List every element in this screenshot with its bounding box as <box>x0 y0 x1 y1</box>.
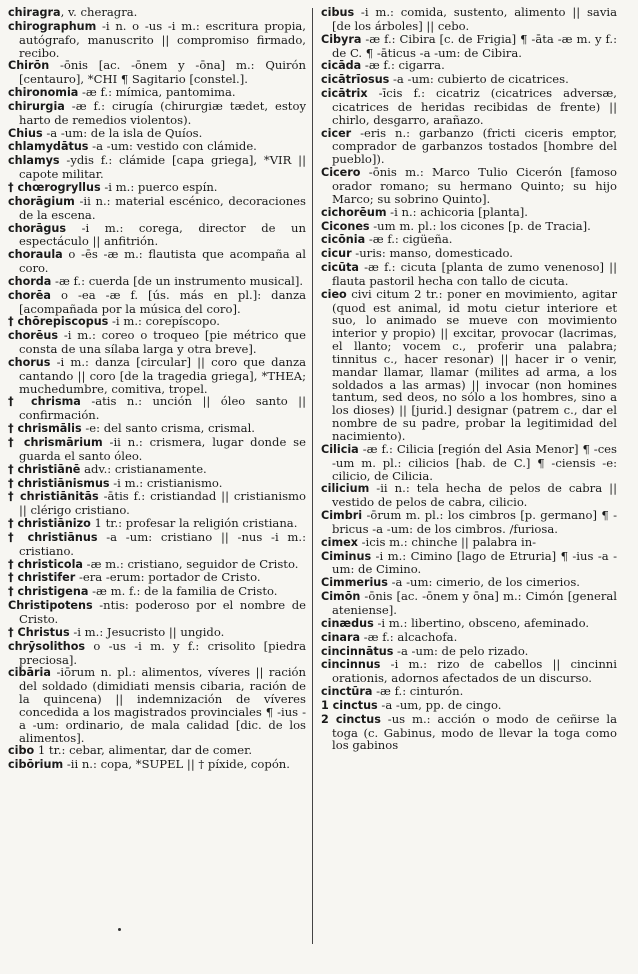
entry-definition: -uris: manso, domesticado. <box>351 246 513 261</box>
dictionary-entry <box>321 233 617 247</box>
dictionary-entry <box>8 248 306 275</box>
dictionary-entry <box>8 222 306 249</box>
entry-definition: -īcis f.: cicatriz (cicatrices adversæ, cicatrices de heridas recibidas de frente) || chirlo, desgarro, arañazo. <box>332 86 617 127</box>
dictionary-entry <box>321 645 617 659</box>
dictionary-entry <box>321 166 617 206</box>
dictionary-entry <box>8 599 306 626</box>
entry-definition: -i m.: Cimino [lago de Etruria] ¶ -ius -a -um: de Cimino. <box>332 548 617 577</box>
entry-definition: -æ f.: cinturón. <box>372 684 464 699</box>
entry-headword: † chrismālis <box>8 422 82 436</box>
entry-headword: Cibyra <box>321 32 362 46</box>
entry-definition: -æ m.: cristiano, seguidor de Cristo. <box>82 556 299 571</box>
entry-headword: cicātrīosus <box>321 73 390 87</box>
entry-definition: -i n.: achicoria [planta]. <box>386 204 528 219</box>
entry-headword: Cimōn <box>321 590 361 604</box>
entry-headword: chorāgus <box>8 221 66 235</box>
dictionary-entry <box>8 517 306 531</box>
entry-definition: -i m.: libertino, obsceno, afeminado. <box>373 615 590 630</box>
dictionary-entry <box>321 261 617 288</box>
ink-speck <box>118 928 121 931</box>
dictionary-entry <box>321 713 617 753</box>
entry-headword: 1 cinctus <box>321 698 378 712</box>
entry-definition: -i m.: comida, sustento, alimento || savia [de los árboles] || cebo. <box>332 5 617 33</box>
dictionary-entry <box>321 73 617 87</box>
entry-headword: chlamys <box>8 154 60 168</box>
entry-definition: -e: del santo crisma, crismal. <box>81 421 255 436</box>
dictionary-entry <box>321 536 617 550</box>
entry-headword: cinara <box>321 630 361 644</box>
entry-headword: chorēus <box>8 329 59 343</box>
entry-definition: civi citum 2 tr.: poner en movimiento, agitar (quod est animal, id motu cietur interiore et suo, lo animado se mueve con movimiento interior y propio) || excitar, provocar (lacrimas, el llanto; vocem c., proferir una palabra; tinnitus c., hacer resonar) || hacer ir o venir, mandar llamar, llamar (milites ad arma, a los soldados a las armas) || invocar (non homines tantum, sed deos, no sólo a los hombres, sino a los dioses) || [jurid.] designar (patrem c., dar el nombre de su padre, probar la legitimidad del nacimiento). <box>332 286 617 443</box>
dictionary-entry <box>8 329 306 356</box>
dictionary-entry <box>321 33 617 60</box>
dictionary-entry <box>321 127 617 167</box>
dictionary-entry <box>321 685 617 699</box>
dictionary-entry <box>321 550 617 577</box>
entry-definition: -a -um: cristiano || -nus -i m.: cristiano. <box>19 529 306 558</box>
entry-definition: -a -um: de la isla de Quíos. <box>42 125 203 140</box>
dictionary-entry <box>8 140 306 154</box>
entry-headword: Christipotens <box>8 599 93 613</box>
entry-definition: -iōrum n. pl.: alimentos, víveres || ración del soldado (dimidiati mensis cibaria, ración de la quincena) || indemnización de víveres concedida a los magistrados provinciales ¶ -ius -a -um: ordinario, de mala calidad [dic. de los alimentos]. <box>19 665 306 745</box>
dictionary-entry <box>8 626 306 640</box>
dictionary-entry <box>8 744 306 758</box>
dictionary-entry <box>8 531 306 558</box>
entry-headword: † christifer <box>8 571 76 585</box>
entry-headword: chlamydātus <box>8 140 89 154</box>
dictionary-entry <box>8 585 306 599</box>
entry-headword: chirographum <box>8 19 97 33</box>
entry-headword: 2 cinctus <box>321 712 381 726</box>
entry-headword: cicāda <box>321 59 362 73</box>
entry-headword: chorēa <box>8 288 51 302</box>
entry-definition: -ntis: poderoso por el nombre de Cristo. <box>19 598 306 626</box>
entry-definition: -um m. pl.: los cicones [p. de Tracia]. <box>369 218 591 233</box>
entry-definition: o -ea -æ f. [ús. más en pl.]: danza [acompañada por la música del coro]. <box>19 287 306 316</box>
entry-headword: chirurgia <box>8 99 65 113</box>
dictionary-entry <box>8 289 306 316</box>
entry-headword: † Christus <box>8 625 70 639</box>
entry-headword: cincinnātus <box>321 644 394 658</box>
entry-headword: cicur <box>321 247 352 261</box>
entry-definition: -æ f.: Cibira [c. de Frigia] ¶ -āta -æ m. y f.: de C. ¶ -āticus -a -um: de Cibira. <box>332 31 617 60</box>
entry-headword: † christiānus <box>8 530 98 544</box>
entry-definition: -æ f.: cirugía (chirurgiæ tædet, estoy harto de remedios violentos). <box>19 98 306 127</box>
entry-definition: 1 tr.: profesar la religión cristiana. <box>90 516 298 531</box>
entry-headword: cilicium <box>321 482 370 496</box>
entry-headword: cimex <box>321 535 358 549</box>
entry-headword: chironomia <box>8 86 79 100</box>
dictionary-entry <box>8 436 306 463</box>
entry-headword: cibāria <box>8 666 51 680</box>
dictionary-entry <box>8 571 306 585</box>
dictionary-entry <box>321 288 617 443</box>
entry-headword: † christiānizo <box>8 517 91 531</box>
entry-headword: Cilicia <box>321 442 359 456</box>
entry-headword: cincinnus <box>321 658 381 672</box>
entry-definition: -eris n.: garbanzo (fricti ciceris emptor, comprador de garbanzos tostados [hombre del pueblo]). <box>332 125 617 167</box>
dictionary-entry <box>8 463 306 477</box>
dictionary-entry <box>321 631 617 645</box>
entry-headword: Ciminus <box>321 549 372 563</box>
entry-headword: Chius <box>8 126 43 140</box>
dictionary-entry <box>8 127 306 141</box>
dictionary-entry <box>8 758 306 772</box>
entry-headword: cibo <box>8 744 35 758</box>
entry-definition: -icis m.: chinche || palabra in- <box>357 534 537 549</box>
entry-headword: † chrismārium <box>8 436 103 449</box>
entry-definition: -i m.: cristianismo. <box>109 475 223 490</box>
entry-headword: † chœrogryllus <box>8 180 101 194</box>
right-column <box>313 6 617 974</box>
dictionary-entry <box>321 699 617 713</box>
dictionary-entry <box>321 206 617 220</box>
dictionary-entry <box>8 395 306 422</box>
entry-definition: -æ f.: Cilicia [región del Asia Menor] ¶ -ces -um m. pl.: cilicios [hab. de C.] ¶ -ciensis -e: cilicio, de Cilicia. <box>332 441 617 483</box>
entry-definition: o -us -i m. y f.: crisolito [piedra preciosa]. <box>19 638 306 667</box>
entry-definition: -æ f.: cigüeña. <box>365 232 453 247</box>
entry-headword: † chōrepiscopus <box>8 315 109 329</box>
dictionary-entry <box>321 220 617 234</box>
entry-definition: -a -um: cubierto de cicatrices. <box>389 72 569 87</box>
entry-definition: -i n. o -us -i m.: escritura propia, autógrafo, manuscrito || compromiso firmado, recibo. <box>19 18 306 60</box>
entry-headword: cibus <box>321 6 355 19</box>
dictionary-entry <box>8 558 306 572</box>
entry-definition: -era -erum: portador de Cristo. <box>75 570 261 585</box>
entry-definition: -ōnis [ac. -ōnem y -ōna] m.: Quirón [centauro], *CHI ¶ Sagitario [constel.]. <box>19 58 306 87</box>
dictionary-entry <box>8 86 306 100</box>
dictionary-entry <box>8 100 306 127</box>
dictionary-entry <box>321 590 617 617</box>
entry-headword: † christiānē <box>8 462 81 476</box>
entry-definition: -ii n.: material escénico, decoraciones de la escena. <box>19 193 306 222</box>
entry-definition: -ātis f.: cristiandad || cristianismo || clérigo cristiano. <box>19 489 306 518</box>
entry-headword: cicōnia <box>321 233 366 247</box>
left-column <box>8 6 312 974</box>
dictionary-entry <box>321 443 617 483</box>
entry-headword: cibōrium <box>8 758 64 772</box>
entry-definition: -ōrum m. pl.: los cimbros [p. germano] ¶ -bricus -a -um: de los cimbros. /furiosa. <box>332 508 617 536</box>
entry-definition: -i m.: corega, director de un espectáculo || anfitrión. <box>19 220 306 249</box>
entry-headword: Cicero <box>321 166 361 180</box>
entry-headword: cinctūra <box>321 685 373 699</box>
dictionary-entry <box>321 87 617 127</box>
entry-definition: -i m.: danza [circular] || coro que danza cantando || coro [de la tragedia griega], *THEA; muchedumbre, comitiva, tropel. <box>19 354 306 396</box>
entry-definition: -æ f.: alcachofa. <box>360 629 458 644</box>
entry-definition: -ii n.: tela hecha de pelos de cabra || vestido de pelos de cabra, cilicio. <box>332 481 617 510</box>
dictionary-entry <box>321 509 617 536</box>
dictionary-entry <box>8 666 306 744</box>
entry-headword: chrȳsolithos <box>8 639 86 653</box>
dictionary-entry <box>8 422 306 436</box>
entry-definition: , v. cheragra. <box>60 5 138 19</box>
entry-headword: Cicones <box>321 219 370 233</box>
dictionary-entry <box>8 195 306 222</box>
entry-headword: cicūta <box>321 261 359 275</box>
dictionary-entry <box>321 576 617 590</box>
entry-definition: -æ m. f.: de la familia de Cristo. <box>88 584 278 599</box>
entry-definition: -i m.: puerco espín. <box>100 179 218 194</box>
entry-headword: chorāgium <box>8 194 75 208</box>
dictionary-entry <box>8 490 306 517</box>
entry-definition: -ydis f.: clámide [capa griega], *VIR || capote militar. <box>19 153 306 182</box>
entry-headword: cicātrix <box>321 87 368 101</box>
dictionary-entry <box>8 356 306 396</box>
entry-headword: † christiānitās <box>8 490 99 504</box>
entry-headword: chorda <box>8 274 52 288</box>
entry-headword: cichorēum <box>321 205 387 219</box>
entry-headword: chorus <box>8 355 51 369</box>
entry-headword: cieo <box>321 287 347 301</box>
entry-definition: adv.: cristianamente. <box>80 461 207 476</box>
dictionary-entry <box>8 640 306 667</box>
entry-headword: † christiānismus <box>8 476 110 490</box>
entry-definition: o -ēs -æ m.: flautista que acompaña al coro. <box>19 247 306 276</box>
entry-definition: -ii n.: copa, *SUPEL || † píxide, copón. <box>63 757 290 772</box>
entry-definition: -a -um: vestido con clámide. <box>88 139 257 154</box>
dictionary-entry <box>8 181 306 195</box>
dictionary-entry <box>8 315 306 329</box>
entry-definition: -i m.: Jesucristo || ungido. <box>69 624 225 639</box>
dictionary-entry <box>8 20 306 60</box>
entry-headword: Cimmerius <box>321 576 388 590</box>
entry-headword: † christigena <box>8 585 89 599</box>
entry-headword: choraula <box>8 248 63 262</box>
entry-definition: -ōnis [ac. -ōnem y ōna] m.: Cimón [general ateniense]. <box>332 589 617 617</box>
entry-headword: † christicola <box>8 557 83 571</box>
entry-headword: Chirōn <box>8 59 50 73</box>
entry-definition: -æ f.: cigarra. <box>361 58 445 73</box>
dictionary-entry <box>321 658 617 685</box>
dictionary-entry <box>8 6 306 20</box>
entry-definition: -ii n.: crismera, lugar donde se guarda el santo óleo. <box>19 435 306 463</box>
dictionary-entry <box>321 247 617 261</box>
dictionary-entry <box>8 59 306 86</box>
entry-definition: -atis n.: unción || óleo santo || confirmación. <box>19 394 306 423</box>
entry-headword: † chrisma <box>8 395 81 409</box>
dictionary-entry <box>8 154 306 181</box>
entry-definition: -a -um: cimerio, de los cimerios. <box>387 575 580 590</box>
entry-definition: -æ f.: cicuta [planta de zumo venenoso] || flauta pastoril hecha con tallo de cicuta. <box>332 260 617 288</box>
dictionary-entry <box>321 617 617 631</box>
entry-headword: Cimbri <box>321 509 363 523</box>
entry-definition: -i m.: rizo de cabellos || cincinni orationis, adornos afectados de un discurso. <box>332 657 617 686</box>
dictionary-entry <box>321 59 617 73</box>
entry-definition: -a -um: de pelo rizado. <box>393 643 529 658</box>
entry-headword: chiragra <box>8 6 61 19</box>
dictionary-entry <box>8 477 306 491</box>
entry-definition: -æ f.: mímica, pantomima. <box>78 85 236 100</box>
dictionary-entry <box>8 275 306 289</box>
entry-definition: 1 tr.: cebar, alimentar, dar de comer. <box>34 743 253 758</box>
entry-definition: -a -um, pp. de cingo. <box>377 697 502 712</box>
entry-definition: -ōnis m.: Marco Tulio Cicerón [famoso orador romano; su hermano Quinto; su hijo Marco; su sobrino Quinto]. <box>332 165 617 206</box>
entry-definition: -æ f.: cuerda [de un instrumento musical]. <box>51 273 304 288</box>
entry-definition: -i m.: corepíscopo. <box>108 314 220 329</box>
entry-definition: -i m.: coreo o troqueo [pie métrico que consta de una sílaba larga y otra breve]. <box>19 328 306 357</box>
entry-headword: cinædus <box>321 616 374 630</box>
entry-headword: cicer <box>321 126 352 140</box>
entry-definition: -us m.: acción o modo de ceñirse la toga (c. Gabinus, modo de llevar la toga como los gabinos <box>332 711 617 753</box>
dictionary-entry <box>321 482 617 509</box>
dictionary-entry <box>321 6 617 33</box>
